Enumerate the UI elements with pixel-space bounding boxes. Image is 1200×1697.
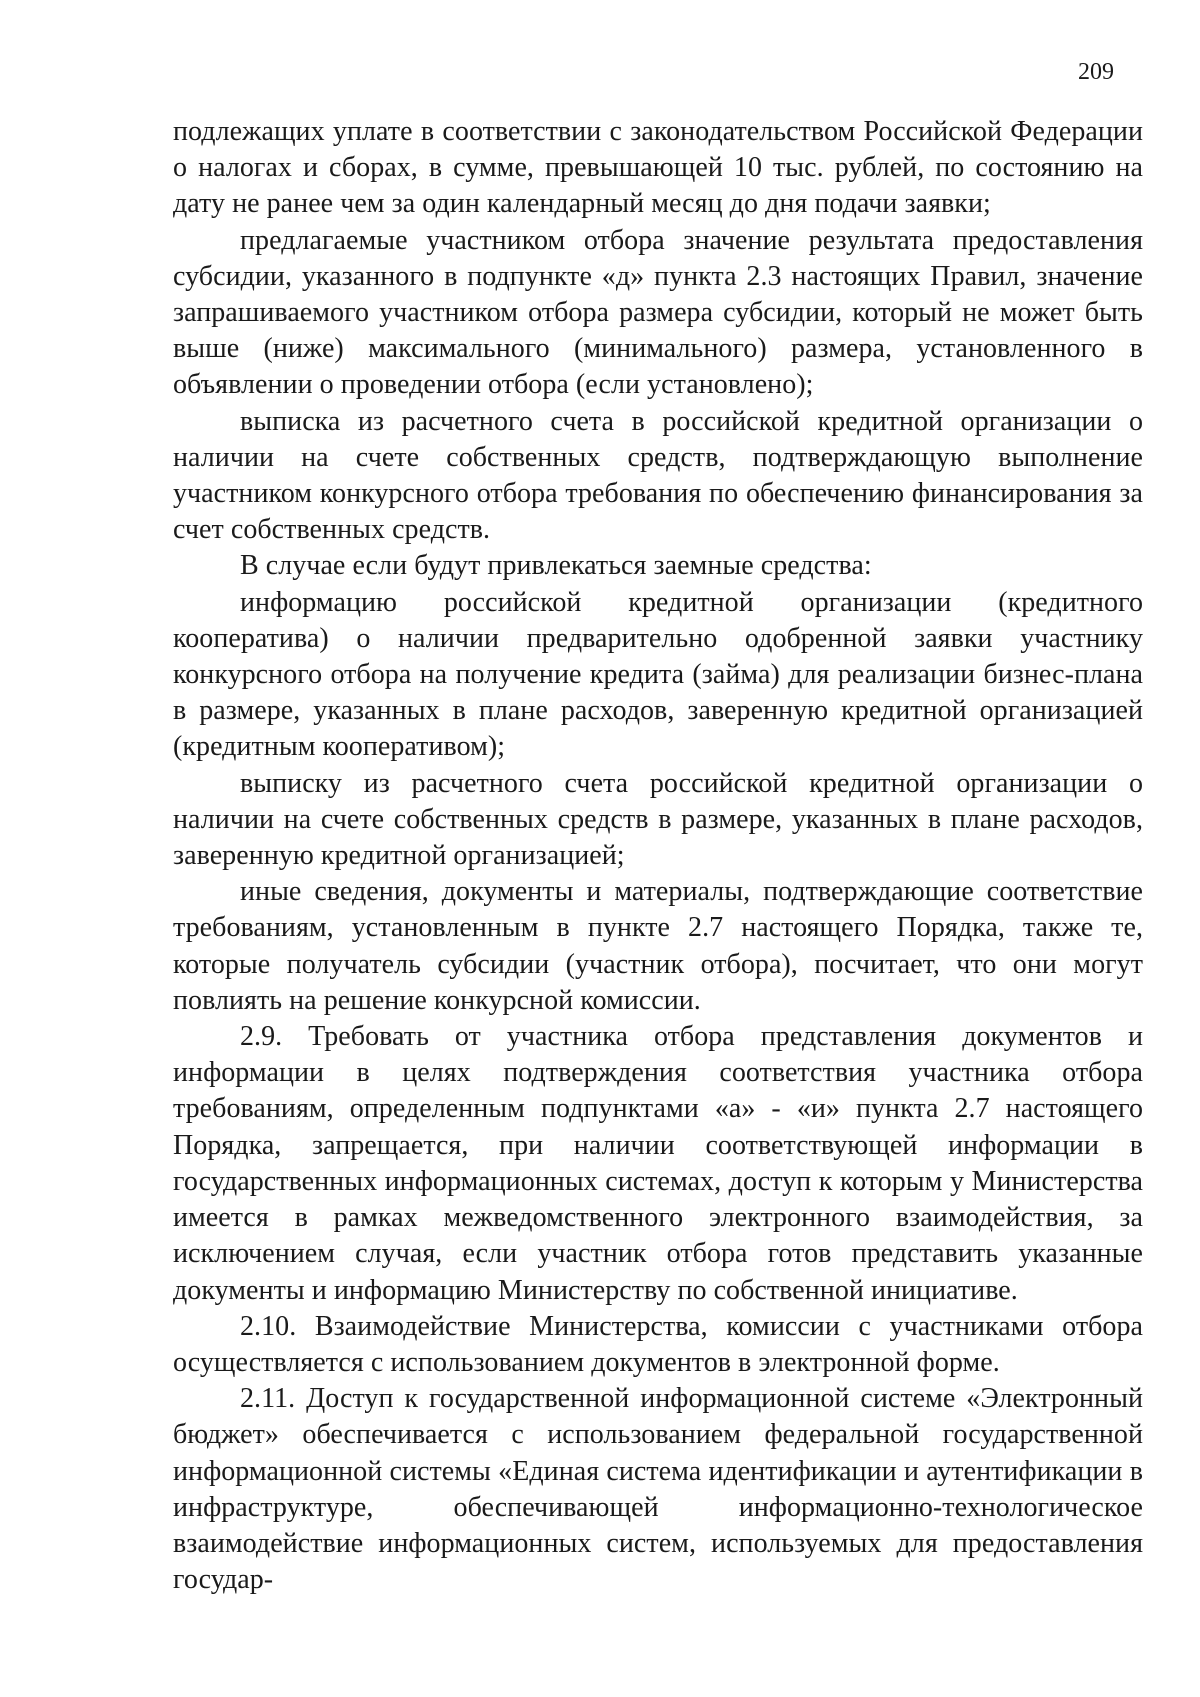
paragraph: В случае если будут привлекаться заемные средства: [240, 550, 872, 582]
page-number: 209 [1078, 59, 1114, 85]
paragraph-2-9: 2.9. Требовать от участника отбора представления документов и информации в целях подтверждения соответствия участника отбора требованиям, определенным подпунктами «а» - «и» пункта 2.7 настоящего Порядка, запрещается, при наличии соответствующей информации в государственных информационных системах, доступ к которым у Министерства имеется в рамках межведомственного электронного взаимодействия, за исключением случая, если участник отбора готов представить указанные документы и информацию Министерству по собственной инициативе. [173, 1021, 1143, 1306]
paragraph: выписка из расчетного счета в российской кредитной организации о наличии на счете собственных средств, подтверждающую выполнение участником конкурсного отбора требования по обеспечению финансирования за счет собственных средств. [173, 405, 1143, 546]
paragraph-2-10: 2.10. Взаимодействие Министерства, комиссии с участниками отбора осуществляется с использованием документов в электронной форме. [173, 1310, 1143, 1378]
paragraph: выписку из расчетного счета российской кредитной организации о наличии на счете собственных средств в размере, указанных в плане расходов, заверенную кредитной организацией; [173, 767, 1143, 872]
paragraph: информацию российской кредитной организации (кредитного кооператива) о наличии предварительно одобренной заявки участнику конкурсного отбора на получение кредита (займа) для реализации бизнес-плана в размере, указанных в плане расходов, заверенную кредитной организацией (кредитным кооперативом); [173, 586, 1143, 763]
paragraph: подлежащих уплате в соответствии с законодательством Российской Федерации о налогах и сборах, в сумме, превышающей 10 тыс. рублей, по состоянию на дату не ранее чем за один календарный месяц до дня подачи заявки; [173, 116, 1143, 220]
paragraph-2-11: 2.11. Доступ к государственной информационной системе «Электронный бюджет» обеспечивается с использованием федеральной государственной информационной системы «Единая система идентификации и аутентификации в инфраструктуре, обеспечивающей информационно-технологическое взаимодействие информационных систем, используемых для предоставления государ- [173, 1383, 1143, 1596]
paragraph: предлагаемые участником отбора значение результата предоставления субсидии, указанного в подпункте «д» пункта 2.3 настоящих Правил, значение запрашиваемого участником отбора размера субсидии, который не может быть выше (ниже) максимального (минимального) размера, установленного в объявлении о проведении отбора (если установлено); [173, 224, 1143, 401]
paragraph: иные сведения, документы и материалы, подтверждающие соответствие требованиям, установленным в пункте 2.7 настоящего Порядка, также те, которые получатель субсидии (участник отбора), посчитает, что они могут повлиять на решение конкурсной комиссии. [173, 876, 1143, 1016]
document-body [173, 114, 1143, 1598]
